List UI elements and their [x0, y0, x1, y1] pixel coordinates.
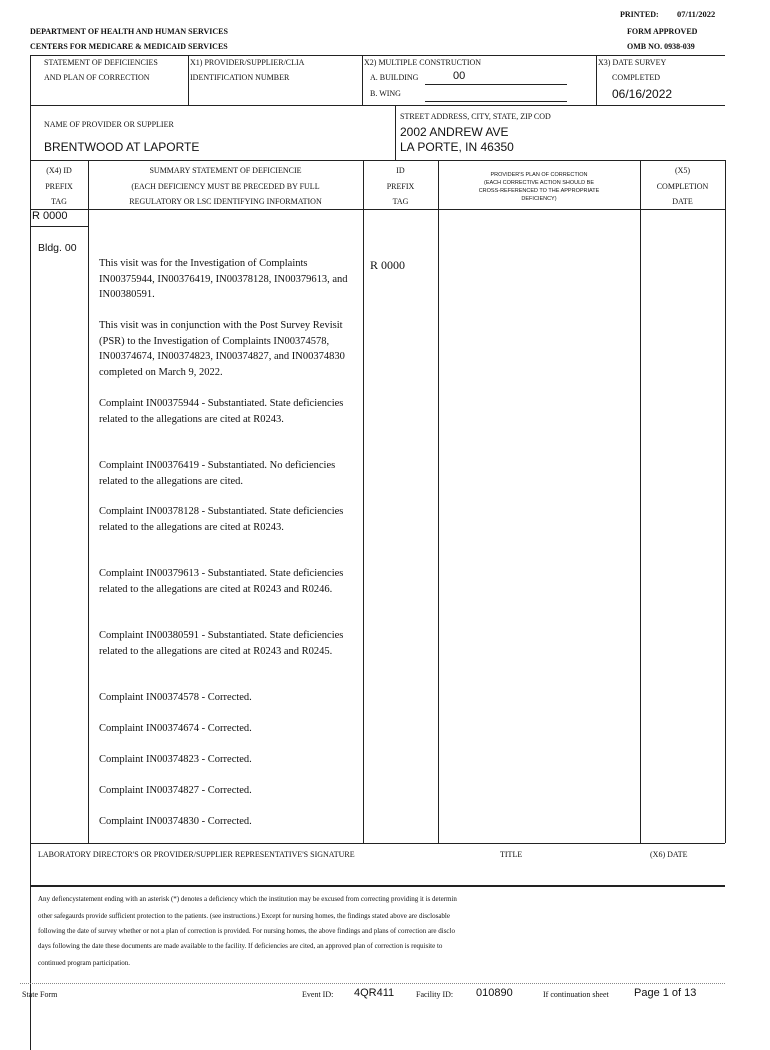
city-state-zip: LA PORTE, IN 46350 [400, 140, 514, 154]
building-label: A. BUILDING [370, 73, 419, 82]
summary-label: SUMMARY STATEMENT OF DEFICIENCIE [149, 166, 302, 175]
summary-sub1: (EACH DEFICIENCY MUST BE PRECEDED BY FULL [131, 182, 320, 191]
paragraph-4: Complaint IN00376419 - Substantiated. No deficiencies related to the allegations are cited. [99, 460, 336, 487]
building-value: 00 [453, 70, 466, 82]
id-prefix: PREFIX [386, 182, 415, 191]
printed-date: 07/11/2022 [677, 9, 716, 19]
facility-id: 010890 [476, 987, 513, 999]
printed-label: PRINTED: [620, 10, 659, 19]
plan-header-1: PROVIDER'S PLAN OF CORRECTION [490, 172, 588, 178]
cms-title: CENTERS FOR MEDICARE & MEDICAID SERVICES [30, 42, 228, 51]
paragraph-1: This visit was for the Investigation of Complaints IN00375944, IN00376419, IN00378128, IN00379613, and IN00380591. [99, 258, 348, 300]
page-number: Page 1 of 13 [634, 987, 697, 999]
plan-header-2: (EACH CORRECTIVE ACTION SHOULD BE [483, 180, 595, 186]
paragraph-3: Complaint IN00375944 - Substantiated. State deficiencies related to the allegations are cited at R0243. [99, 398, 344, 425]
date-label: DATE [672, 197, 693, 206]
x5-label: (X5) [674, 166, 691, 175]
paragraph-12: Complaint IN00374830 - Corrected. [99, 816, 252, 827]
facility-id-label: Facility ID: [416, 990, 454, 999]
disclaimer-line-4: days following the date these documents are made available to the facility. If deficiencies are cited, an approved plan of correction is requisite to [38, 942, 443, 950]
paragraph-7: Complaint IN00380591 - Substantiated. State deficiencies related to the allegations are cited at R0243 and R0245. [99, 630, 344, 657]
tag-left: R 0000 [32, 210, 68, 222]
paragraph-8: Complaint IN00374578 - Corrected. [99, 692, 252, 703]
event-id-label: Event ID: [302, 990, 334, 999]
x1-sublabel: IDENTIFICATION NUMBER [190, 73, 290, 82]
date-completed: 06/16/2022 [612, 87, 673, 101]
id-label: ID [396, 166, 405, 175]
disclaimer-line-1: Any defiencystatement ending with an asterisk (*) denotes a deficiency which the institution may be excused from correcting providing it is determin [38, 895, 457, 903]
x6-date-label: (X6) DATE [650, 850, 688, 859]
disclaimer-line-2: other safegaurds provide sufficient protection to the patients. (see instructions.) Except for nursing homes, the findings stated above are disclosable [38, 912, 450, 920]
summary-sub2: REGULATORY OR LSC IDENTIFYING INFORMATION [129, 197, 322, 206]
completed-label: COMPLETED [612, 73, 660, 82]
disclaimer-line-5: continued program participation. [38, 959, 130, 967]
building-tag: Bldg. 00 [38, 242, 77, 254]
form-approved: FORM APPROVED [627, 27, 698, 36]
x4-tag: TAG [51, 197, 67, 206]
event-id: 4QR411 [354, 987, 395, 999]
provider-name-label: NAME OF PROVIDER OR SUPPLIER [44, 120, 174, 129]
state-form-label: State Form [22, 990, 58, 999]
plan-header-4: DEFICIENCY) [521, 196, 557, 202]
x4-prefix: PREFIX [45, 182, 73, 191]
x2-label: X2) MULTIPLE CONSTRUCTION [364, 58, 482, 67]
street-label: STREET ADDRESS, CITY, STATE, ZIP COD [400, 112, 551, 121]
id-tag: TAG [392, 197, 409, 206]
provider-name: BRENTWOOD AT LAPORTE [44, 140, 200, 154]
tag-right: R 0000 [370, 258, 406, 272]
wing-label: B. WING [370, 89, 401, 98]
completion-label: COMPLETION [656, 182, 709, 191]
paragraph-10: Complaint IN00374823 - Corrected. [99, 754, 252, 765]
x3-label: X3) DATE SURVEY [598, 58, 667, 67]
continuation-label: If continuation sheet [543, 990, 609, 999]
title-label: TITLE [500, 850, 523, 859]
signature-label: LABORATORY DIRECTOR'S OR PROVIDER/SUPPLIER REPRESENTATIVE'S SIGNATURE [38, 850, 355, 859]
x4-label: (X4) ID [46, 166, 72, 175]
paragraph-11: Complaint IN00374827 - Corrected. [99, 785, 252, 796]
disclaimer-line-3: following the date of survey whether or not a plan of correction is provided. For nursing homes, the above findings and plans of correction are disclo [38, 927, 455, 935]
omb-number: OMB NO. 0938-039 [627, 42, 695, 51]
paragraph-6: Complaint IN00379613 - Substantiated. State deficiencies related to the allegations are cited at R0243 and R0246. [99, 568, 344, 595]
street-address: 2002 ANDREW AVE [400, 125, 509, 139]
statement-label: STATEMENT OF DEFICIENCIES [44, 58, 158, 67]
paragraph-9: Complaint IN00374674 - Corrected. [99, 723, 252, 734]
department-title: DEPARTMENT OF HEALTH AND HUMAN SERVICES [30, 27, 228, 36]
x1-label: X1) PROVIDER/SUPPLIER/CLIA [190, 58, 305, 67]
plan-label: AND PLAN OF CORRECTION [44, 73, 150, 82]
paragraph-5: Complaint IN00378128 - Substantiated. State deficiencies related to the allegations are cited at R0243. [99, 506, 344, 533]
paragraph-2: This visit was in conjunction with the Post Survey Revisit (PSR) to the Investigation of Complaints IN00374578, IN00374674, IN00374823, IN00374827, and IN00374830 completed on March 9, 2022. [99, 320, 345, 378]
plan-header-3: CROSS-REFERENCED TO THE APPROPRIATE [478, 188, 600, 194]
